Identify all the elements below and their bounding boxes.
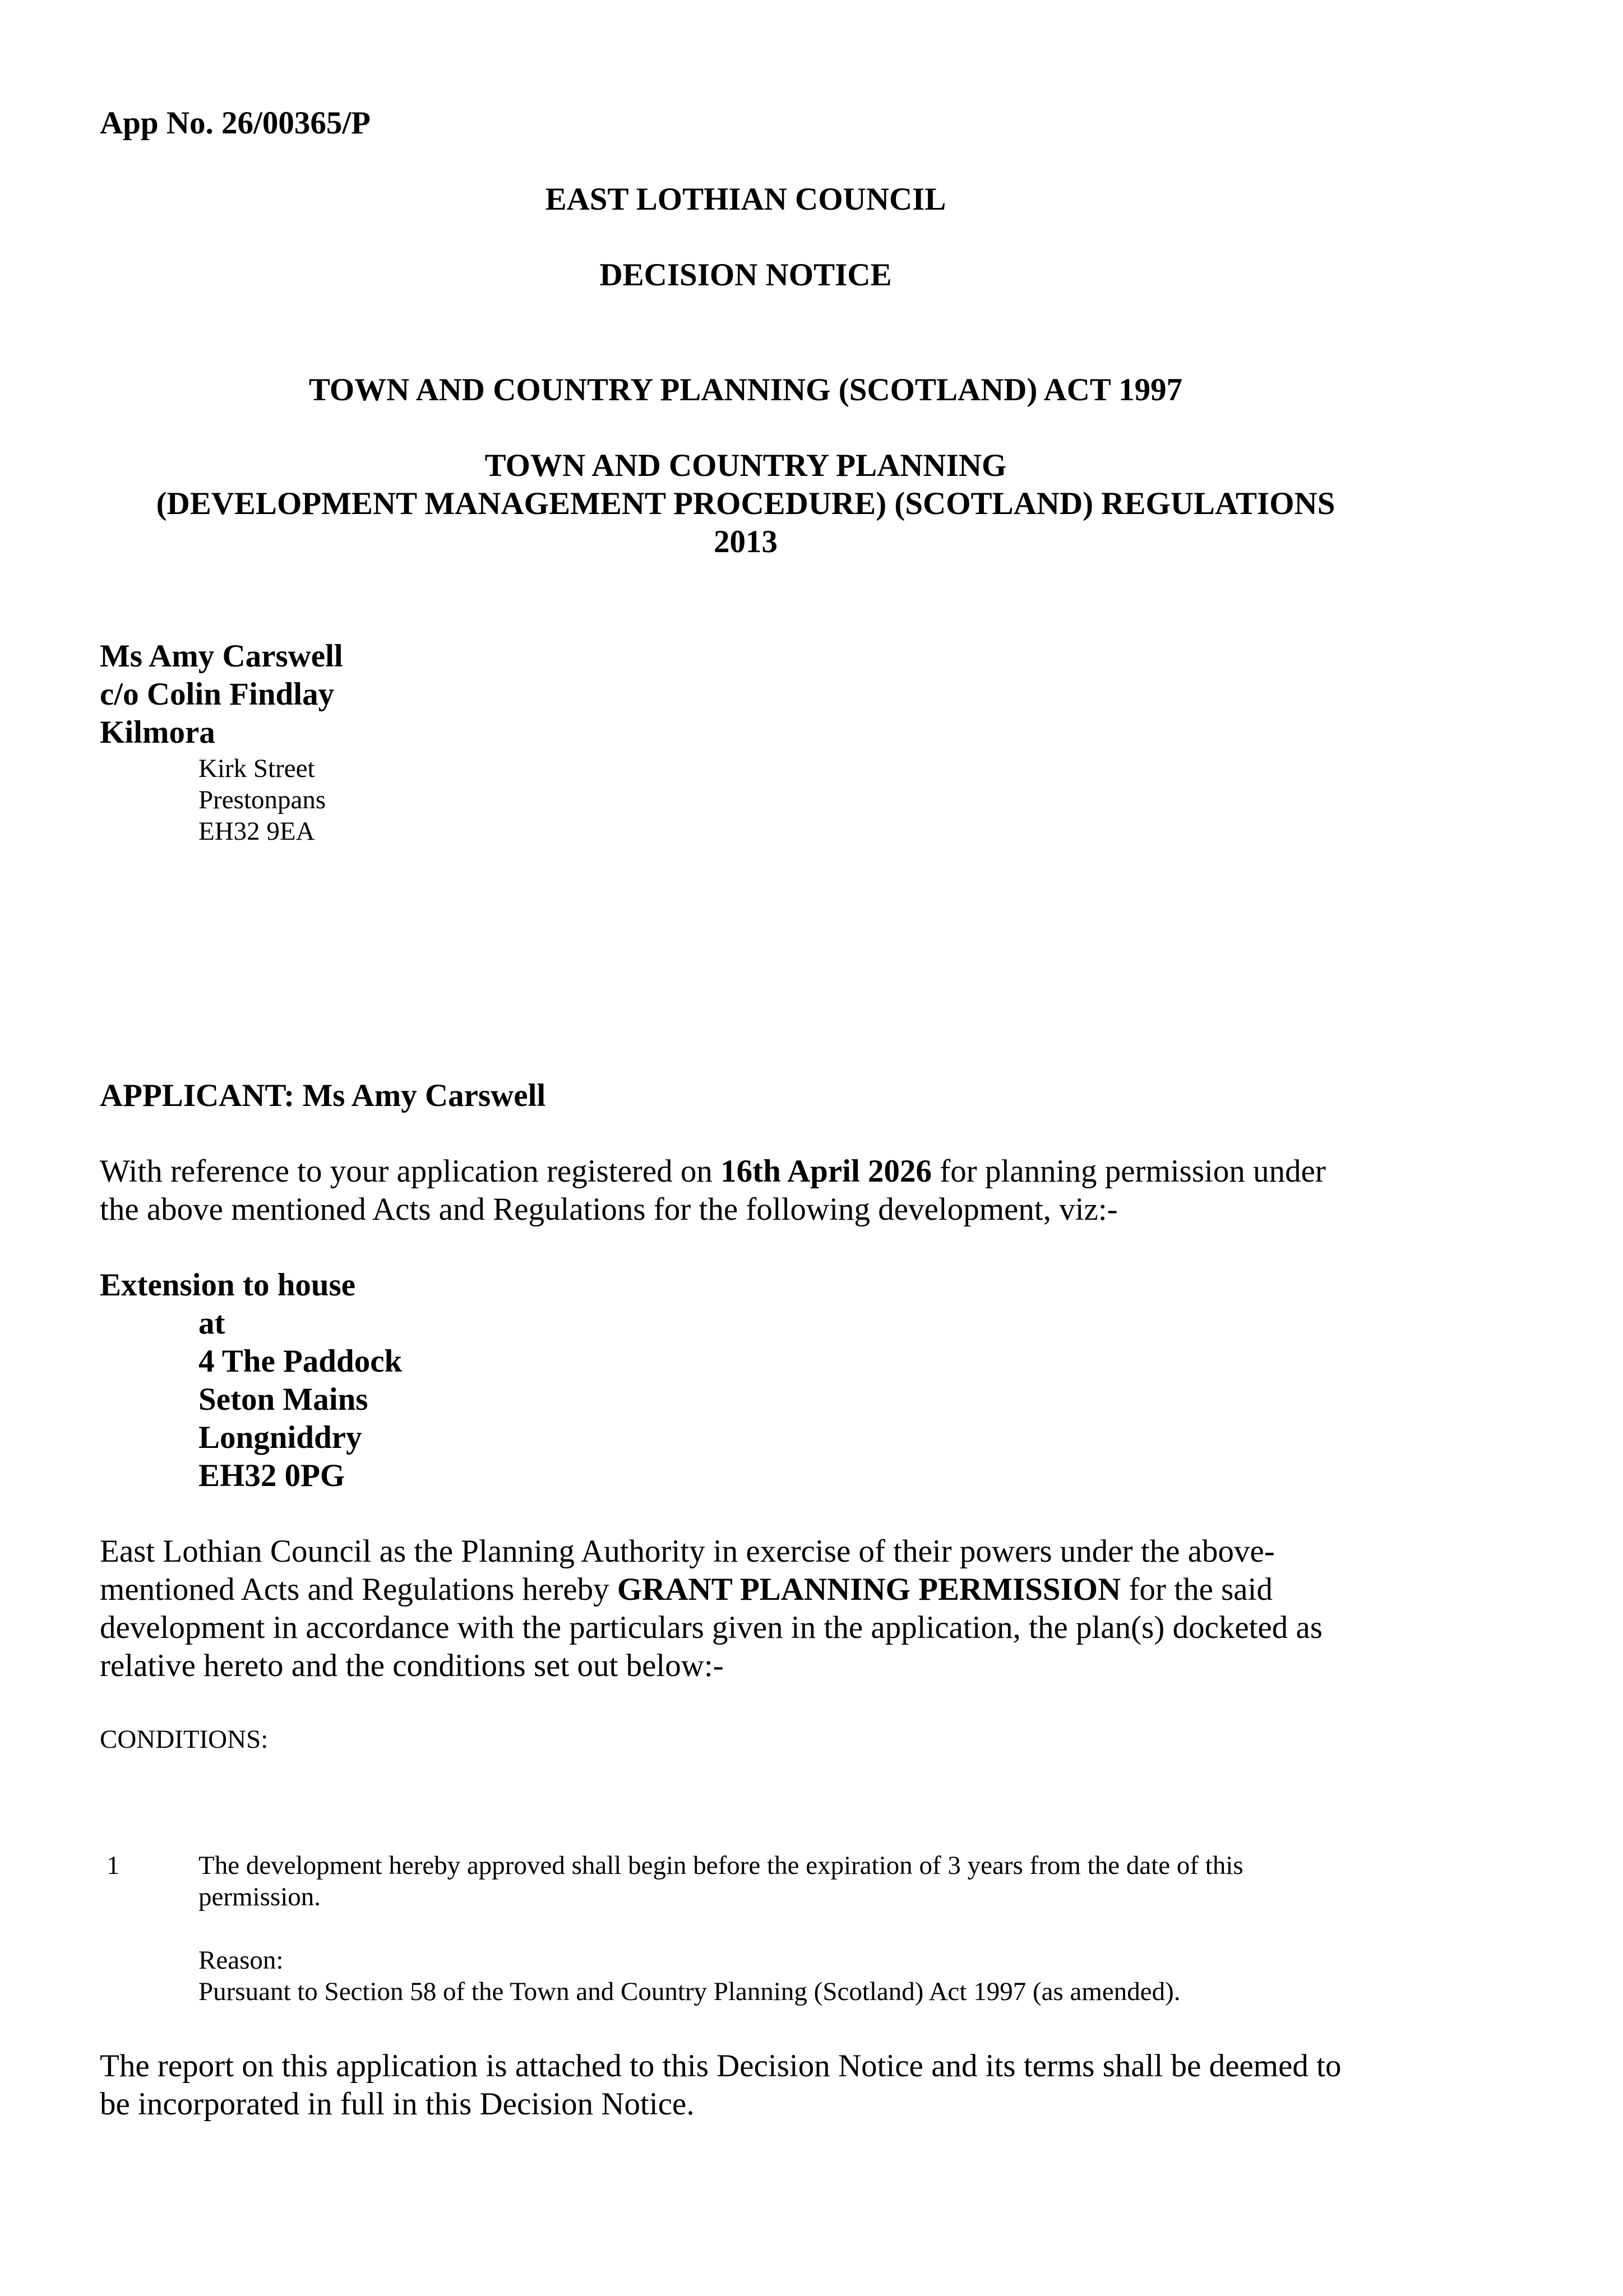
site-address-line3: Longniddry	[198, 1420, 362, 1455]
site-postcode: EH32 0PG	[198, 1458, 345, 1493]
reference-line1	[100, 1152, 1326, 1191]
condition-reason-label: Reason:	[198, 1946, 284, 1975]
notice-title: DECISION NOTICE	[599, 257, 892, 293]
addressee-care-of: c/o Colin Findlay	[100, 677, 335, 712]
report-note-line2: be incorporated in full in this Decision Notice.	[100, 2086, 695, 2122]
site-address-line1: 4 The Paddock	[198, 1344, 403, 1379]
act-title: TOWN AND COUNTRY PLANNING (SCOTLAND) ACT 1997	[308, 372, 1183, 408]
reference-line2: the above mentioned Acts and Regulations for the following development, viz:-	[100, 1192, 1118, 1227]
decision-line1: East Lothian Council as the Planning Authority in exercise of their powers under the above-	[100, 1534, 1275, 1569]
addressee-house: Kilmora	[100, 715, 215, 750]
addressee-name: Ms Amy Carswell	[100, 638, 343, 674]
conditions-heading: CONDITIONS:	[100, 1725, 269, 1754]
addressee-street: Kirk Street	[198, 754, 315, 783]
condition-number: 1	[107, 1851, 120, 1880]
addressee-town: Prestonpans	[198, 785, 326, 814]
reference-text-before: With reference to your application registered on	[100, 1154, 721, 1189]
development-description: Extension to house	[100, 1267, 356, 1303]
addressee-postcode: EH32 9EA	[198, 817, 315, 846]
report-note-line1: The report on this application is attached to this Decision Notice and its terms shall be deemed to	[100, 2048, 1342, 2084]
regulations-title-line1: TOWN AND COUNTRY PLANNING	[484, 448, 1007, 483]
decision-line3: development in accordance with the particulars given in the application, the plan(s) docketed as	[100, 1610, 1323, 1645]
council-name: EAST LOTHIAN COUNCIL	[545, 182, 946, 217]
regulations-title-line3: 2013	[714, 524, 778, 559]
condition-reason-text: Pursuant to Section 58 of the Town and Country Planning (Scotland) Act 1997 (as amended).	[198, 1977, 1181, 2006]
decision-line2-after: for the said	[1121, 1572, 1273, 1607]
site-address-line2: Seton Mains	[198, 1382, 368, 1417]
grant-planning-permission: GRANT PLANNING PERMISSION	[617, 1572, 1121, 1607]
condition-text-line1: The development hereby approved shall begin before the expiration of 3 years from the date of this	[198, 1851, 1243, 1880]
development-at: at	[198, 1306, 225, 1341]
regulations-title-line2: (DEVELOPMENT MANAGEMENT PROCEDURE) (SCOTLAND) REGULATIONS	[156, 486, 1335, 521]
applicant-label: APPLICANT: Ms Amy Carswell	[100, 1078, 546, 1113]
condition-text-line2: permission.	[198, 1882, 321, 1911]
decision-line2-before: mentioned Acts and Regulations hereby	[100, 1572, 617, 1607]
reference-text-after: for planning permission under	[932, 1154, 1326, 1189]
decision-line4: relative hereto and the conditions set out below:-	[100, 1648, 724, 1683]
registration-date: 16th April 2026	[720, 1154, 932, 1189]
decision-line2	[100, 1571, 1273, 1609]
application-number: App No. 26/00365/P	[100, 105, 371, 141]
